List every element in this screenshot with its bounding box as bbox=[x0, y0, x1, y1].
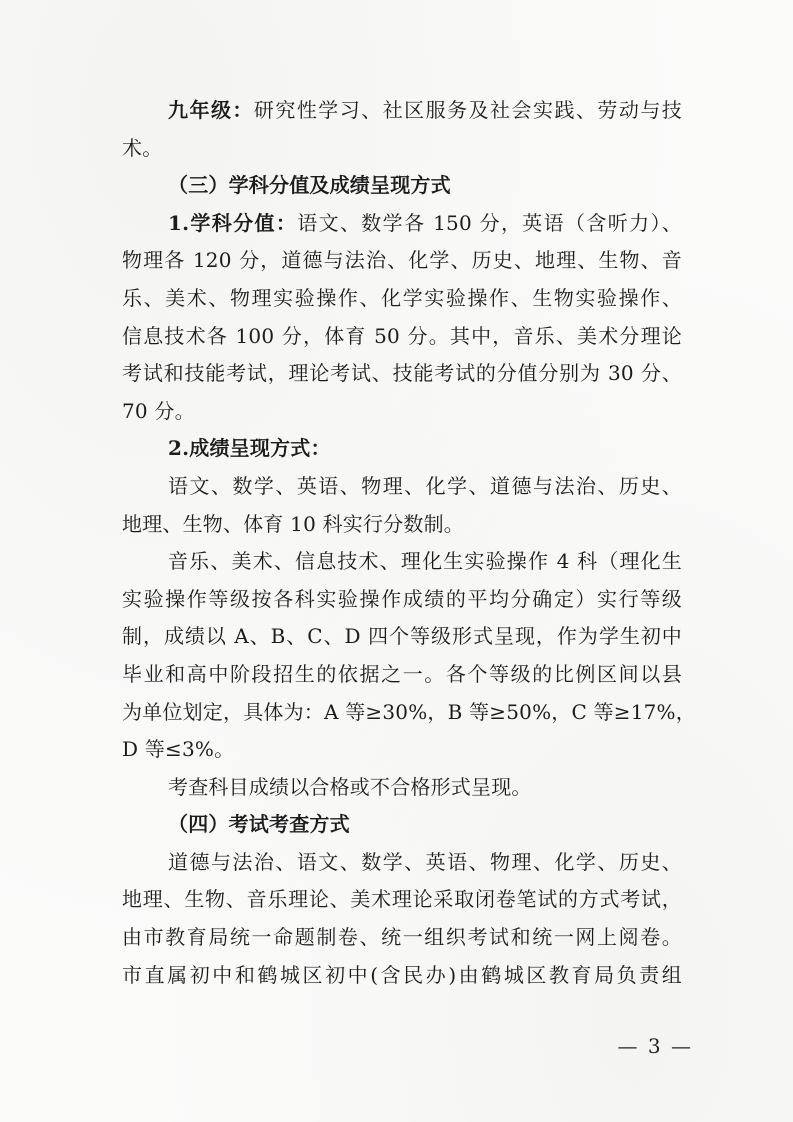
line-text: 地理、生物、体育 10 科实行分数制。 bbox=[122, 511, 464, 536]
paragraph-line bbox=[122, 957, 682, 995]
paragraph-line bbox=[122, 506, 682, 544]
section-heading bbox=[122, 806, 682, 844]
paragraph-line bbox=[122, 280, 682, 318]
line-text: 制，成绩以 A、B、C、D 四个等级形式呈现，作为学生初中 bbox=[122, 624, 682, 649]
line-text: 物理各 120 分，道德与法治、化学、历史、地理、生物、音 bbox=[122, 248, 682, 273]
line-text: 实验操作等级按各科实验操作成绩的平均分确定）实行等级 bbox=[122, 586, 682, 611]
paragraph-line bbox=[122, 468, 682, 506]
grade-label: 九年级： bbox=[168, 98, 254, 122]
line-text: 地理、生物、音乐理论、美术理论采取闭卷笔试的方式考试， bbox=[122, 887, 682, 912]
line-text: 毕业和高中阶段招生的依据之一。各个等级的比例区间以县 bbox=[122, 661, 682, 686]
paragraph-line bbox=[122, 242, 682, 280]
heading-text: （四）考试考查方式 bbox=[168, 812, 350, 837]
line-text: 道德与法治、语文、数学、英语、物理、化学、历史、 bbox=[168, 849, 682, 874]
paragraph-line bbox=[122, 318, 682, 356]
line-text: 为单位划定，具体为：A 等≥30%，B 等≥50%，C 等≥17%， bbox=[122, 699, 696, 724]
document-body bbox=[122, 92, 696, 994]
heading-text: （三）学科分值及成绩呈现方式 bbox=[168, 173, 451, 198]
line-text: 市直属初中和鹤城区初中(含民办)由鹤城区教育局负责组 bbox=[122, 962, 682, 987]
line-text: 考试和技能考试，理论考试、技能考试的分值分别为 30 分、 bbox=[122, 361, 682, 386]
paragraph-line bbox=[122, 618, 682, 656]
page-number: — 3 — bbox=[617, 1034, 693, 1058]
paragraph-line bbox=[122, 205, 682, 243]
paragraph-line bbox=[122, 130, 682, 168]
line-text: 语文、数学各 150 分，英语（含听力）、 bbox=[297, 210, 683, 235]
paragraph-line bbox=[122, 881, 682, 919]
line-text: 由市教育局统一命题制卷、统一组织考试和统一网上阅卷。 bbox=[122, 925, 682, 950]
heading-text: 2.成绩呈现方式： bbox=[168, 436, 331, 461]
paragraph-line bbox=[122, 694, 696, 732]
paragraph-line bbox=[122, 92, 682, 130]
section-heading bbox=[122, 167, 682, 205]
paragraph-line bbox=[122, 393, 682, 431]
paragraph-line bbox=[122, 919, 682, 957]
line-text: 音乐、美术、信息技术、理化生实验操作 4 科（理化生 bbox=[168, 549, 682, 574]
paragraph-line bbox=[122, 656, 682, 694]
line-text: 术。 bbox=[122, 135, 163, 160]
line-text: D 等≤3%。 bbox=[122, 737, 235, 762]
paragraph-line bbox=[122, 731, 682, 769]
subheading-label: 1.学科分值： bbox=[168, 210, 298, 235]
line-text: 信息技术各 100 分，体育 50 分。其中，音乐、美术分理论 bbox=[122, 323, 682, 348]
paragraph-line bbox=[122, 844, 682, 882]
paragraph-line bbox=[122, 581, 682, 619]
paragraph-line bbox=[122, 543, 682, 581]
line-text: 语文、数学、英语、物理、化学、道德与法治、历史、 bbox=[168, 473, 682, 498]
paragraph-line bbox=[122, 355, 682, 393]
line-text: 70 分。 bbox=[122, 398, 195, 423]
subsection-heading bbox=[122, 430, 682, 468]
line-text: 乐、美术、物理实验操作、化学实验操作、生物实验操作、 bbox=[122, 285, 682, 310]
line-text: 考查科目成绩以合格或不合格形式呈现。 bbox=[168, 774, 532, 799]
paragraph-line bbox=[122, 769, 682, 807]
line-text: 研究性学习、社区服务及社会实践、劳动与技 bbox=[253, 98, 683, 122]
